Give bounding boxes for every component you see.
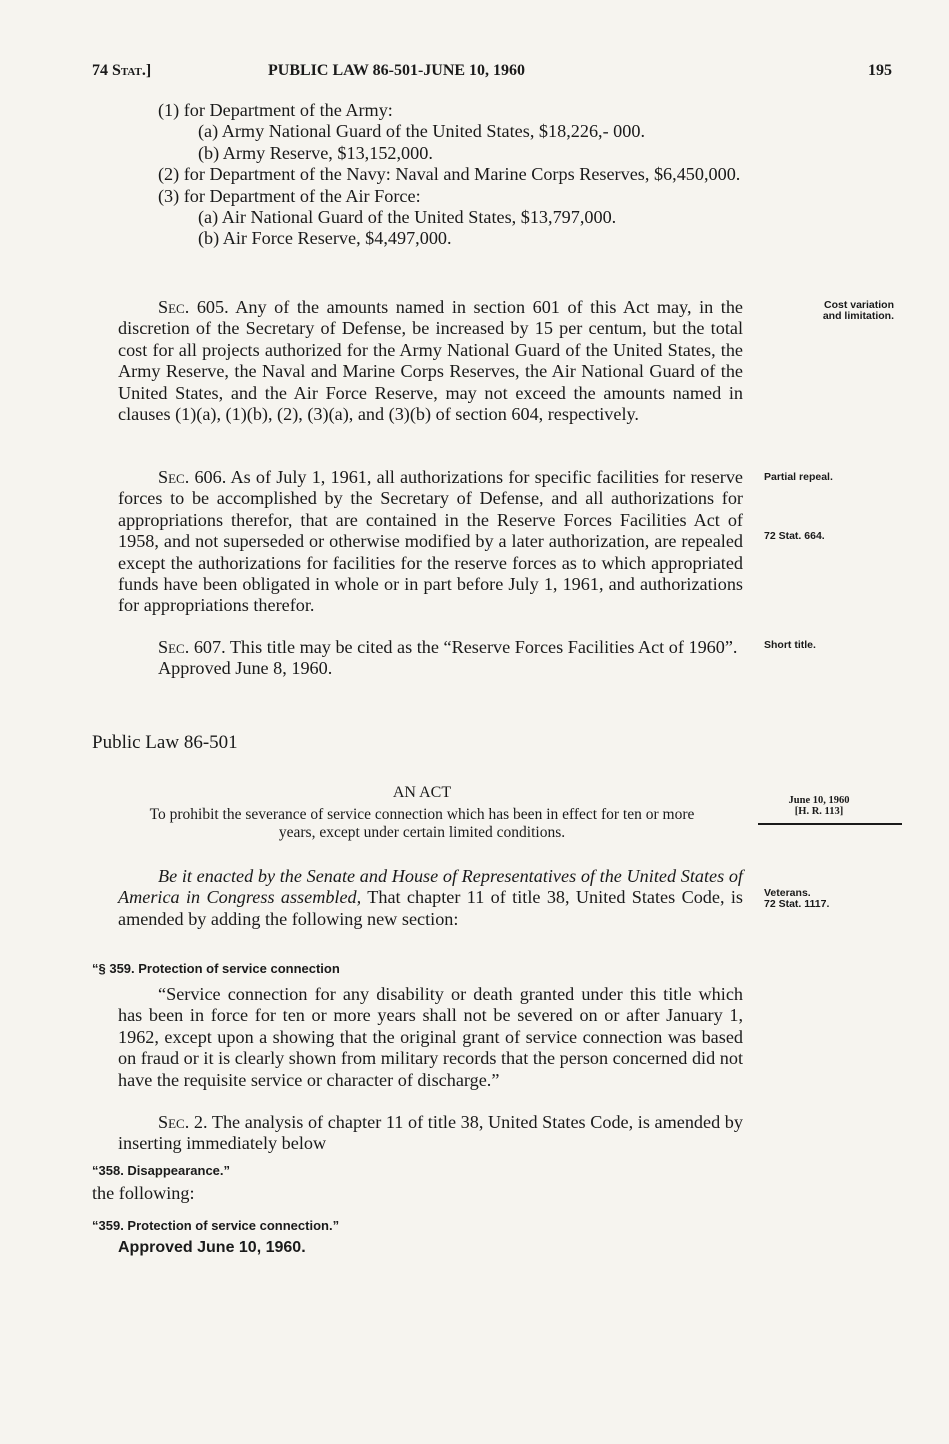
an-act-heading: AN ACT — [392, 784, 452, 801]
margin-note-72-stat-664: 72 Stat. 664. — [764, 530, 825, 542]
section-607-text: This title may be cited as the “Reserve Forces Facilities Act of 1960”. — [229, 637, 738, 657]
margin-rule — [758, 823, 902, 825]
section-607-label: Sec. 607. — [158, 637, 226, 657]
clause-1: (1) for Department of the Army: — [158, 100, 393, 120]
clause-3a: (a) Air National Guard of the United States, $13,797,000. — [198, 207, 617, 228]
approval-date-2: Approved June 10, 1960. — [118, 1239, 306, 1256]
margin-note-short-title: Short title. — [764, 639, 816, 651]
page-header — [92, 62, 892, 84]
margin-note-cost-variation: Cost variation and limitation. — [822, 299, 894, 322]
section-606 — [118, 467, 743, 617]
section-606-label: Sec. 606. — [158, 467, 227, 487]
margin-note-veterans: Veterans. 72 Stat. 1117. — [764, 887, 830, 910]
section-604-clauses — [118, 100, 743, 250]
section-359-heading: “§ 359. Protection of service connection — [92, 961, 340, 976]
enacting-text: That chapter 11 of title 38, United States Code, is amended by adding the following new section: — [118, 887, 743, 929]
section-607 — [118, 637, 743, 680]
header-stat-volume: 74 Stat.] — [92, 62, 152, 79]
public-law-number: Public Law 86-501 — [92, 732, 238, 753]
section-605 — [118, 297, 743, 425]
enacting-formula: Be it enacted by the Senate and House of Representatives of the United States of America in Congress assembled, — [118, 866, 743, 908]
margin-note-partial-repeal: Partial repeal. — [764, 471, 833, 483]
section-606-text: As of July 1, 1961, all authorizations for specific facilities for reserve forces to be accomplished by the Secretary of Defense, and all authorizations for appropriations therefor, that are contained in the Reserve Forces Facilities Act of 1958, and not superseded or otherwise modified by a later authorization, are repealed except the authorizations for facilities for the reserve forces as to which appropriated funds have been obligated in whole or in part before July 1, 1961, and authorizations for appropriations therefor. — [118, 467, 744, 616]
page-number: 195 — [868, 62, 892, 79]
header-law-title: PUBLIC LAW 86-501-JUNE 10, 1960 — [268, 62, 526, 79]
clause-1a: (a) Army National Guard of the United States, $18,226,- 000. — [198, 121, 646, 142]
section-605-label: Sec. 605. — [158, 297, 229, 317]
margin-note-date-bill: June 10, 1960 [H. R. 113] — [788, 795, 850, 817]
section-2-label: Sec. 2. — [158, 1112, 208, 1132]
section-359-body: “Service connection for any disability or death granted under this title which has been in force for ten or more years shall not be severed on or after January 1, 1962, except upon a showing that the original grant of service connection was based on fraud or it is clearly shown from military records that the person concerned did not have the requisite service or character of discharge.” — [118, 984, 743, 1090]
the-following-text: the following: — [92, 1183, 195, 1203]
analysis-item-359: “359. Protection of service connection.” — [92, 1218, 340, 1233]
enacting-clause — [118, 866, 743, 930]
approval-date-1: Approved June 8, 1960. — [158, 658, 333, 679]
section-2-text: The analysis of chapter 11 of title 38, United States Code, is amended by inserting immediately below — [118, 1112, 743, 1154]
analysis-item-358: “358. Disappearance.” — [92, 1163, 231, 1178]
clause-3b: (b) Air Force Reserve, $4,497,000. — [198, 228, 452, 249]
clause-3: (3) for Department of the Air Force: — [158, 185, 421, 206]
section-605-text: Any of the amounts named in section 601 of this Act may, in the discretion of the Secretary of Defense, be increased by 15 per centum, but the total cost for all projects authorized for the Army National Guard of the United States, the Army Reserve, the Naval and Marine Corps Reserves, the Air National Guard of the United States, and the Air Force Reserve, may not exceed the amounts named in clauses (1)(a), (1)(b), (2), (3)(a), and (3)(b) of section 604, respectively. — [118, 297, 743, 425]
act-title: To prohibit the severance of service connection which has been in effect for ten or more years, except under certain limited conditions. — [149, 806, 695, 841]
clause-1b: (b) Army Reserve, $13,152,000. — [198, 142, 433, 163]
clause-2: (2) for Department of the Navy: Naval and Marine Corps Reserves, $6,450,000. — [158, 164, 741, 185]
section-2 — [118, 1112, 743, 1155]
